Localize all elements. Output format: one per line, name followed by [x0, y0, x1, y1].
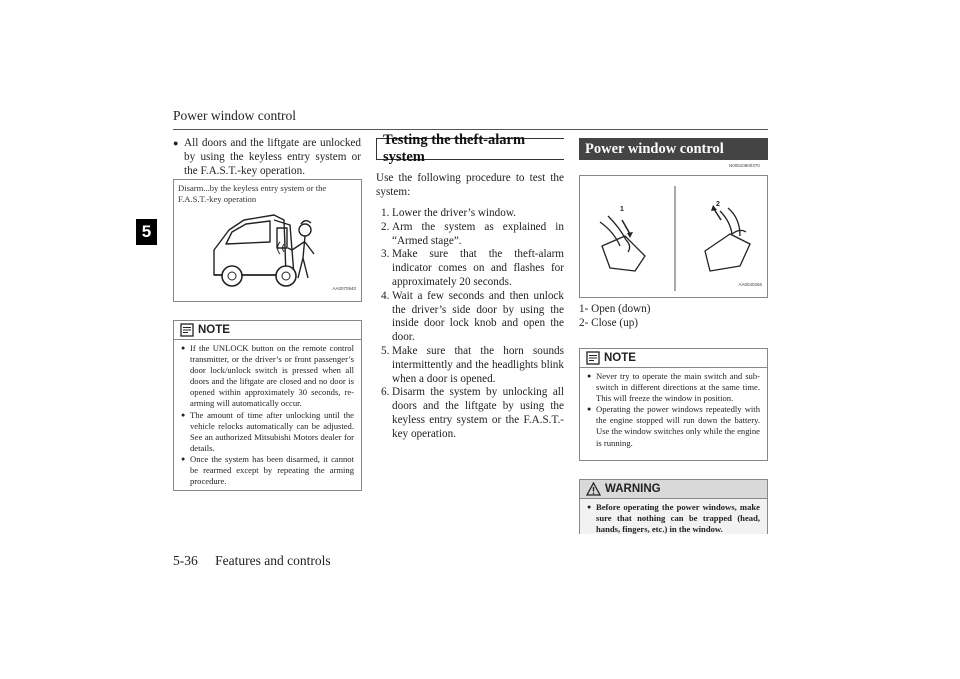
chapter-tab: 5: [136, 219, 157, 245]
figure-legend: [579, 303, 768, 331]
legend-item: 2- Close (up): [579, 316, 639, 329]
page-footer: [173, 553, 345, 569]
bullet-icon: ●: [173, 138, 179, 148]
warning-title: WARNING: [605, 483, 661, 495]
car-keyless-illustration: [174, 180, 363, 303]
note-icon: [586, 351, 600, 365]
step-item: 4. Wait a few seconds and then unlock the driver’s side door by using the inside door lock knob and open the door.: [381, 289, 564, 344]
bullet-icon: ●: [181, 344, 186, 352]
note-body: [580, 368, 767, 452]
note-body: [174, 340, 361, 490]
section-heading-theft-test: Testing the theft-alarm system: [376, 138, 564, 160]
note-icon: [180, 323, 194, 337]
bullet-icon: ●: [587, 372, 592, 380]
note-item: ● Operating the power windows repeatedly with the engine stopped will run down the battery. Use the window switches only while the engine is running.: [587, 404, 760, 448]
note-title: NOTE: [198, 324, 230, 336]
step-item: 1. Lower the driver’s window.: [381, 207, 516, 219]
header-rule: [173, 129, 768, 130]
note-header: [580, 349, 767, 368]
note-item: ● Once the system has been disarmed, it cannot be rearmed except by repeating the arming procedure.: [181, 453, 354, 487]
step-item: 3. Make sure that the theft-alarm indicator comes on and flashes for approximately 20 seconds.: [381, 248, 564, 288]
warning-header: [580, 480, 767, 499]
power-window-figure: [579, 175, 768, 298]
note-item: ● The amount of time after unlocking until the vehicle relocks automatically can be adjusted. See an authorized Mitsubishi Motors dealer for details.: [181, 409, 354, 453]
warning-box: [579, 479, 768, 534]
bullet-icon: ●: [587, 405, 592, 414]
figure-label-2: 2: [716, 201, 720, 208]
warning-item: ● Before operating the power windows, make sure that nothing can be trapped (head, hands, fingers, etc.) in the window.: [587, 502, 760, 535]
warning-body: [580, 499, 767, 534]
reference-code: N00510800370: [729, 163, 760, 168]
note-item: ● Never try to operate the main switch and sub-switch in different directions at the same time. This will freeze the window in position.: [587, 371, 760, 404]
window-switch-illustration: [580, 176, 769, 299]
note-item: ● If the UNLOCK button on the remote control transmitter, or the driver’s or front passenger’s door lock/unlock switch is pressed when all doors and the liftgate are closed and no door is opened within approximately 30 seconds, re-arming will automatically occur.: [181, 343, 354, 409]
page-number: 5-36: [173, 553, 198, 568]
theft-test-intro: Use the following procedure to test the system:: [376, 172, 564, 198]
note-title: NOTE: [604, 352, 636, 364]
left-note-box: [173, 320, 362, 491]
left-bullet: [173, 137, 361, 178]
step-item: 2. Arm the system as explained in “Armed stage”.: [381, 220, 564, 247]
left-bullet-text: All doors and the liftgate are unlocked by using the keyless entry system or the F.A.S.T.-key operation.: [184, 137, 361, 177]
page-header-title: Power window control: [173, 108, 296, 123]
footer-section: Features and controls: [215, 553, 331, 568]
step-item: 6. Disarm the system by unlocking all doors and the liftgate by using the keyless entry system or the F.A.S.T.-key operation.: [381, 386, 564, 440]
right-note-box: [579, 348, 768, 461]
figure-code: AA0070940: [332, 286, 356, 291]
legend-item: 1- Open (down): [579, 303, 651, 315]
warning-triangle-icon: [586, 482, 601, 496]
figure-code: AA0040266: [738, 282, 762, 287]
bullet-icon: ●: [181, 454, 186, 463]
note-header: [174, 321, 361, 340]
figure-label-1: 1: [620, 206, 624, 213]
figure-caption: Disarm...by the keyless entry system or the F.A.S.T.-key operation: [178, 183, 327, 204]
section-heading-power-window: Power window control: [579, 138, 768, 160]
bullet-icon: ●: [181, 410, 186, 419]
bullet-icon: ●: [587, 503, 592, 511]
disarm-figure: [173, 179, 362, 302]
step-item: 5. Make sure that the horn sounds intermittently and the headlights blink when a door is opened.: [381, 344, 564, 385]
theft-test-steps: [381, 207, 564, 442]
